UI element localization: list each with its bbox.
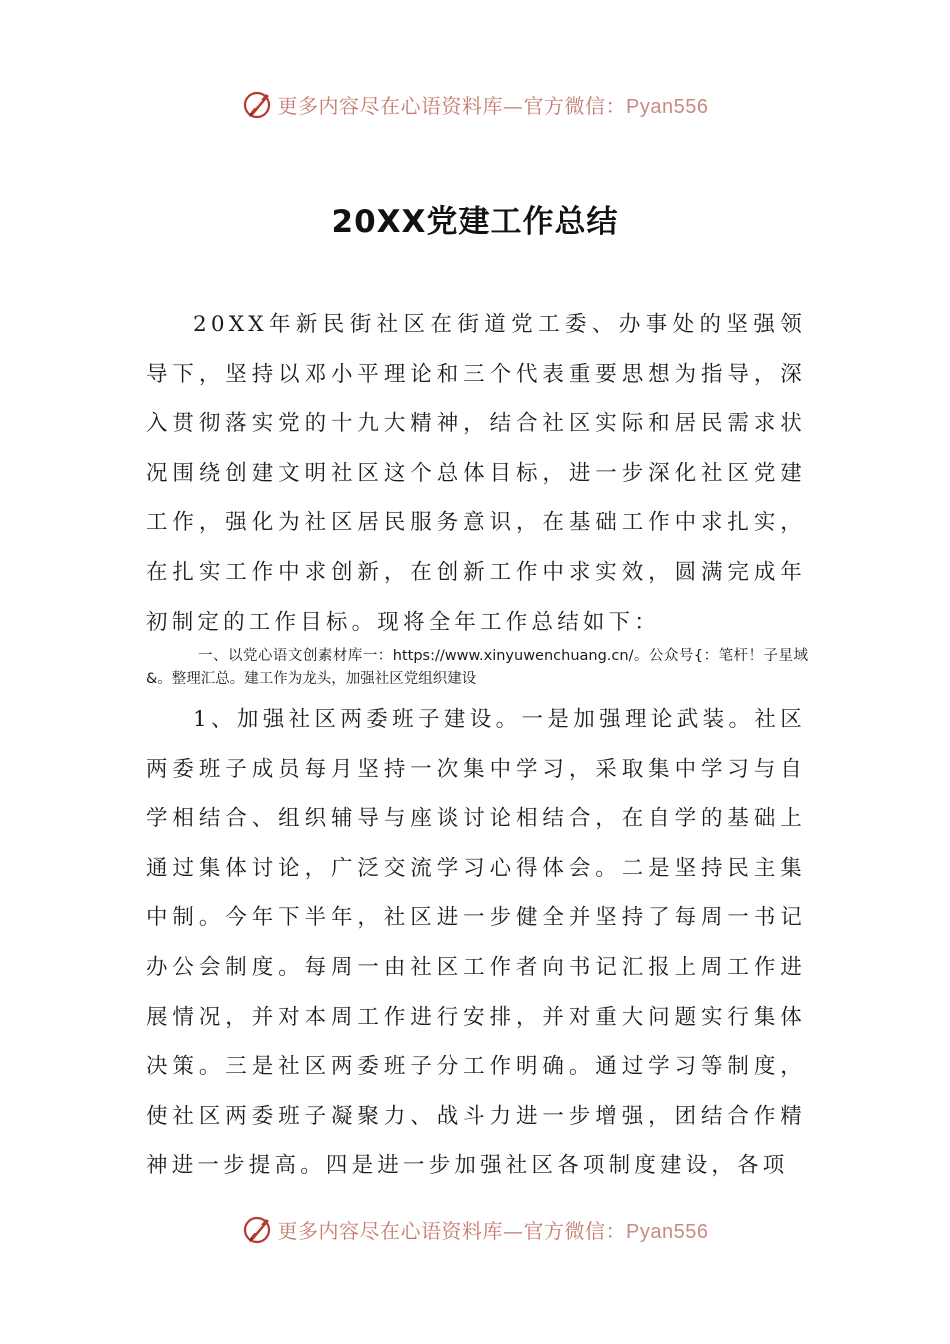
header-wechat-id: Pyan556 (626, 95, 709, 118)
footer-banner (0, 1209, 950, 1249)
header-wechat-label: 官方微信： (523, 93, 627, 118)
header-banner-dash: — (503, 93, 524, 118)
header-banner-text (278, 90, 709, 119)
footer-wechat-label: 官方微信： (523, 1218, 627, 1243)
item-1-paragraph: 1、加强社区两委班子建设。一是加强理论武装。社区两委班子成员每月坚持一次集中学习，采取集中学习与自学相结合、组织辅导与座谈讨论相结合，在自学的基础上通过集体讨论，广泛交流学习心得体会。二是坚持民主集中制。今年下半年，社区进一步健全并坚持了每周一书记办公会制度。每周一由社区工作者向书记汇报上周工作进展情况，并对本周工作进行安排，并对重大问题实行集体决策。三是社区两委班子分工作明确。通过学习等制度，使社区两委班子凝聚力、战斗力进一步增强，团结合作精神进一步提高。四是进一步加强社区各项制度建设，各项 (146, 707, 806, 1179)
intro-paragraph: 20XX年新民街社区在街道党工委、办事处的坚强领导下，坚持以邓小平理论和三个代表重要思想为指导，深入贯彻落实党的十九大精神，结合社区实际和居民需求状况围绕创建文明社区这个总体目标，进一步深化社区党建工作，强化为社区居民服务意识，在基础工作中求扎实，在扎实工作中求创新，在创新工作中求实效，圆满完成年初制定的工作目标。现将全年工作总结如下： (146, 312, 806, 635)
quill-logo-icon (242, 88, 274, 120)
footer-banner-text (278, 1215, 709, 1244)
header-banner-title: 更多内容尽在心语资料库 (277, 93, 504, 118)
quill-logo-icon (242, 1213, 274, 1245)
header-banner (0, 84, 950, 124)
footer-banner-title: 更多内容尽在心语资料库 (277, 1218, 504, 1243)
section-heading: 一、以党心语文创素材库一：https://www.xinyuwenchuang.cn/。公众号{：笔杆！子星域&。整理汇总。建工作为龙头，加强社区党组织建设 (146, 648, 808, 687)
footer-banner-dash: — (503, 1218, 524, 1243)
document-title: 20XX党建工作总结 (331, 204, 619, 240)
footer-wechat-id: Pyan556 (626, 1220, 709, 1243)
